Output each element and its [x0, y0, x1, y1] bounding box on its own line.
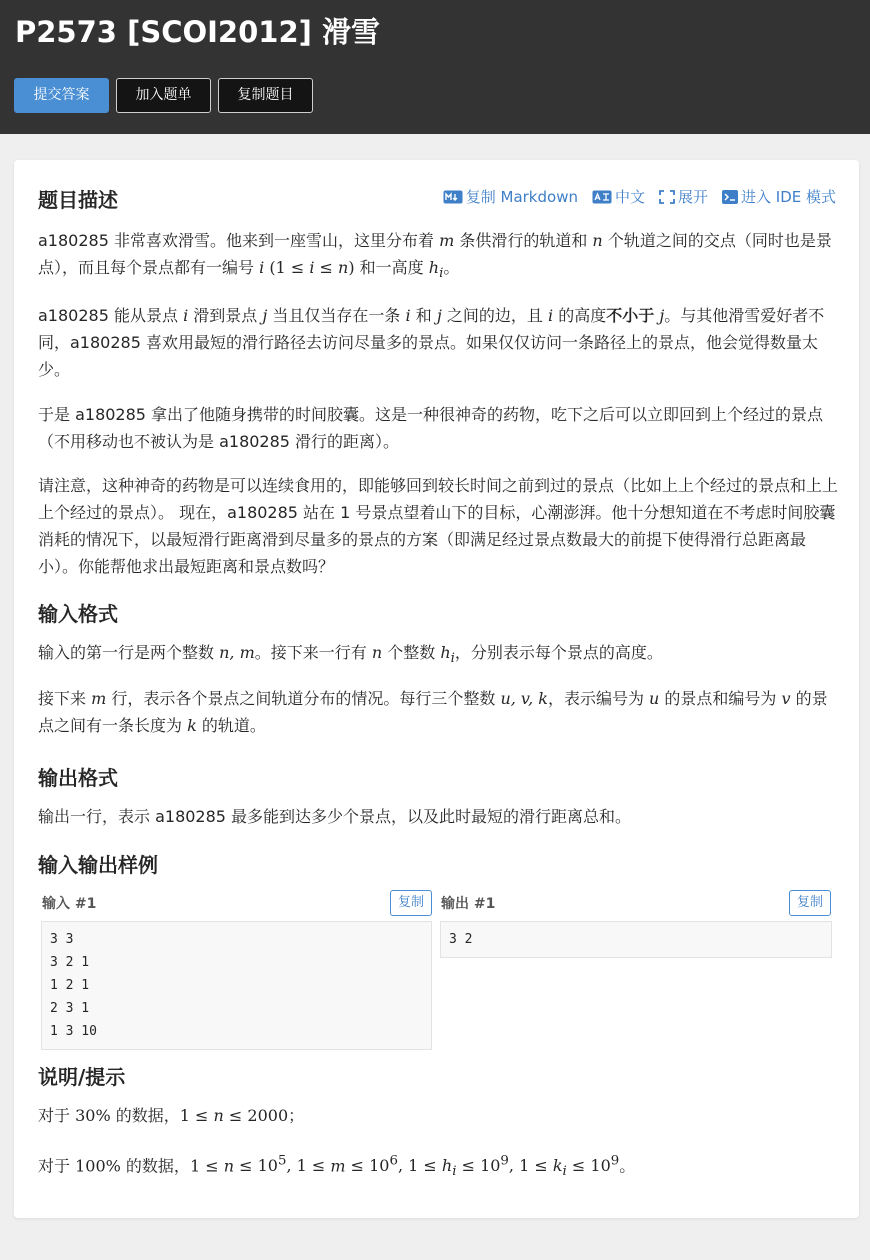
ide-mode-link[interactable] [722, 186, 836, 207]
copy-markdown-link[interactable] [443, 186, 578, 207]
sample-output-line: 3 2 [449, 932, 473, 947]
input-format-paragraph-1: 输入的第一行是两个整数 n, m。接下来一行有 n 个整数 $h_i$，分别表示每个景点的高度。 [38, 643, 663, 667]
translate-icon [592, 190, 612, 204]
samples-heading: 输入输出样例 [38, 853, 158, 877]
copy-problem-button[interactable]: 复制题目 [218, 78, 313, 113]
sample-input-line: 2 3 1 [50, 1001, 90, 1016]
expand-link[interactable] [659, 186, 708, 207]
problem-header [0, 0, 870, 134]
input-format-heading: 输入格式 [38, 602, 118, 626]
copy-input-button[interactable]: 复制 [390, 890, 432, 916]
language-switch-link[interactable] [592, 186, 645, 207]
sample-input-line: 1 3 10 [50, 1024, 97, 1039]
expand-label: 展开 [677, 188, 708, 206]
output-format-paragraph: 输出一行，表示 a180285 最多能到达多少个景点，以及此时最短的滑行距离总和。 [38, 807, 632, 826]
copy-output-button[interactable]: 复制 [789, 890, 831, 916]
description-paragraph-2: a180285 能从景点 i 滑到景点 j 当且仅当存在一条 i 和 j 之间的边，且 i 的高度不小于 j。与其他滑雪爱好者不同，a180285 喜欢用最短的滑行路径去访问尽量多的景点。如果仅仅访问一条路径上的景点，他会觉得数量太少。 [38, 306, 825, 379]
hints-heading: 说明/提示 [38, 1065, 126, 1089]
description-heading: 题目描述 [38, 188, 118, 212]
output-format-heading: 输出格式 [38, 766, 118, 790]
description-paragraph-1: a180285 非常喜欢滑雪。他来到一座雪山，这里分布着 m 条供滑行的轨道和 n 个轨道之间的交点（同时也是景点），而且每个景点都有一编号 i (1 ≤ i ≤ n) 和一高度 $h_i$。 [38, 231, 832, 282]
description-paragraph-4: 请注意，这种神奇的药物是可以连续食用的，即能够回到较长时间之前到过的景点（比如上上个经过的景点和上上上个经过的景点）。 现在，a180285 站在 1 号景点望着山下的目标，心潮澎湃。他十分想知道在不考虑时间胶囊消耗的情况下，以最短滑行距离滑到尽量多的景点的方案（即满足经过景点数最大的前提下使得滑行总距离最小）。你能帮他求出最短距离和景点数吗？ [38, 476, 839, 576]
description-paragraph-3: 于是 a180285 拿出了他随身携带的时间胶囊。这是一种很神奇的药物，吃下之后可以立即回到上个经过的景点（不用移动也不被认为是 a180285 滑行的距离）。 [38, 405, 824, 451]
problem-card [14, 160, 859, 1218]
hint-line-2: 对于 100% 的数据，$1 \le n \le 10^5$, $1 \le m \le 10^6$, $1 \le h_i \le 10^9$, $1 \le k_i \le 10^9$。 [38, 1154, 636, 1180]
expand-icon [659, 190, 675, 204]
sample-input-line: 3 3 [50, 932, 74, 947]
page-title: P2573 [SCOI2012] 滑雪 [15, 15, 380, 49]
sample-output-label: 输出 #1 [441, 896, 496, 912]
terminal-icon [722, 190, 738, 204]
sample-output-block [440, 921, 832, 958]
sample-input-block [41, 921, 432, 1050]
sample-input-line: 3 2 1 [50, 955, 90, 970]
hint-line-1: 对于 30% 的数据，1 ≤ n ≤ 2000； [38, 1106, 305, 1125]
sample-input-line: 1 2 1 [50, 978, 90, 993]
ide-mode-label: 进入 IDE 模式 [741, 188, 836, 206]
sample-input-label: 输入 #1 [42, 896, 97, 912]
submit-answer-button[interactable]: 提交答案 [14, 78, 109, 113]
add-to-list-button[interactable]: 加入题单 [116, 78, 211, 113]
markdown-icon [443, 190, 463, 204]
language-label: 中文 [614, 188, 645, 206]
problem-toolbar [443, 186, 836, 207]
input-format-paragraph-2: 接下来 m 行，表示各个景点之间轨道分布的情况。每行三个整数 u, v, k，表示编号为 u 的景点和编号为 v 的景点之间有一条长度为 k 的轨道。 [38, 689, 828, 735]
copy-markdown-label: 复制 Markdown [465, 188, 578, 206]
